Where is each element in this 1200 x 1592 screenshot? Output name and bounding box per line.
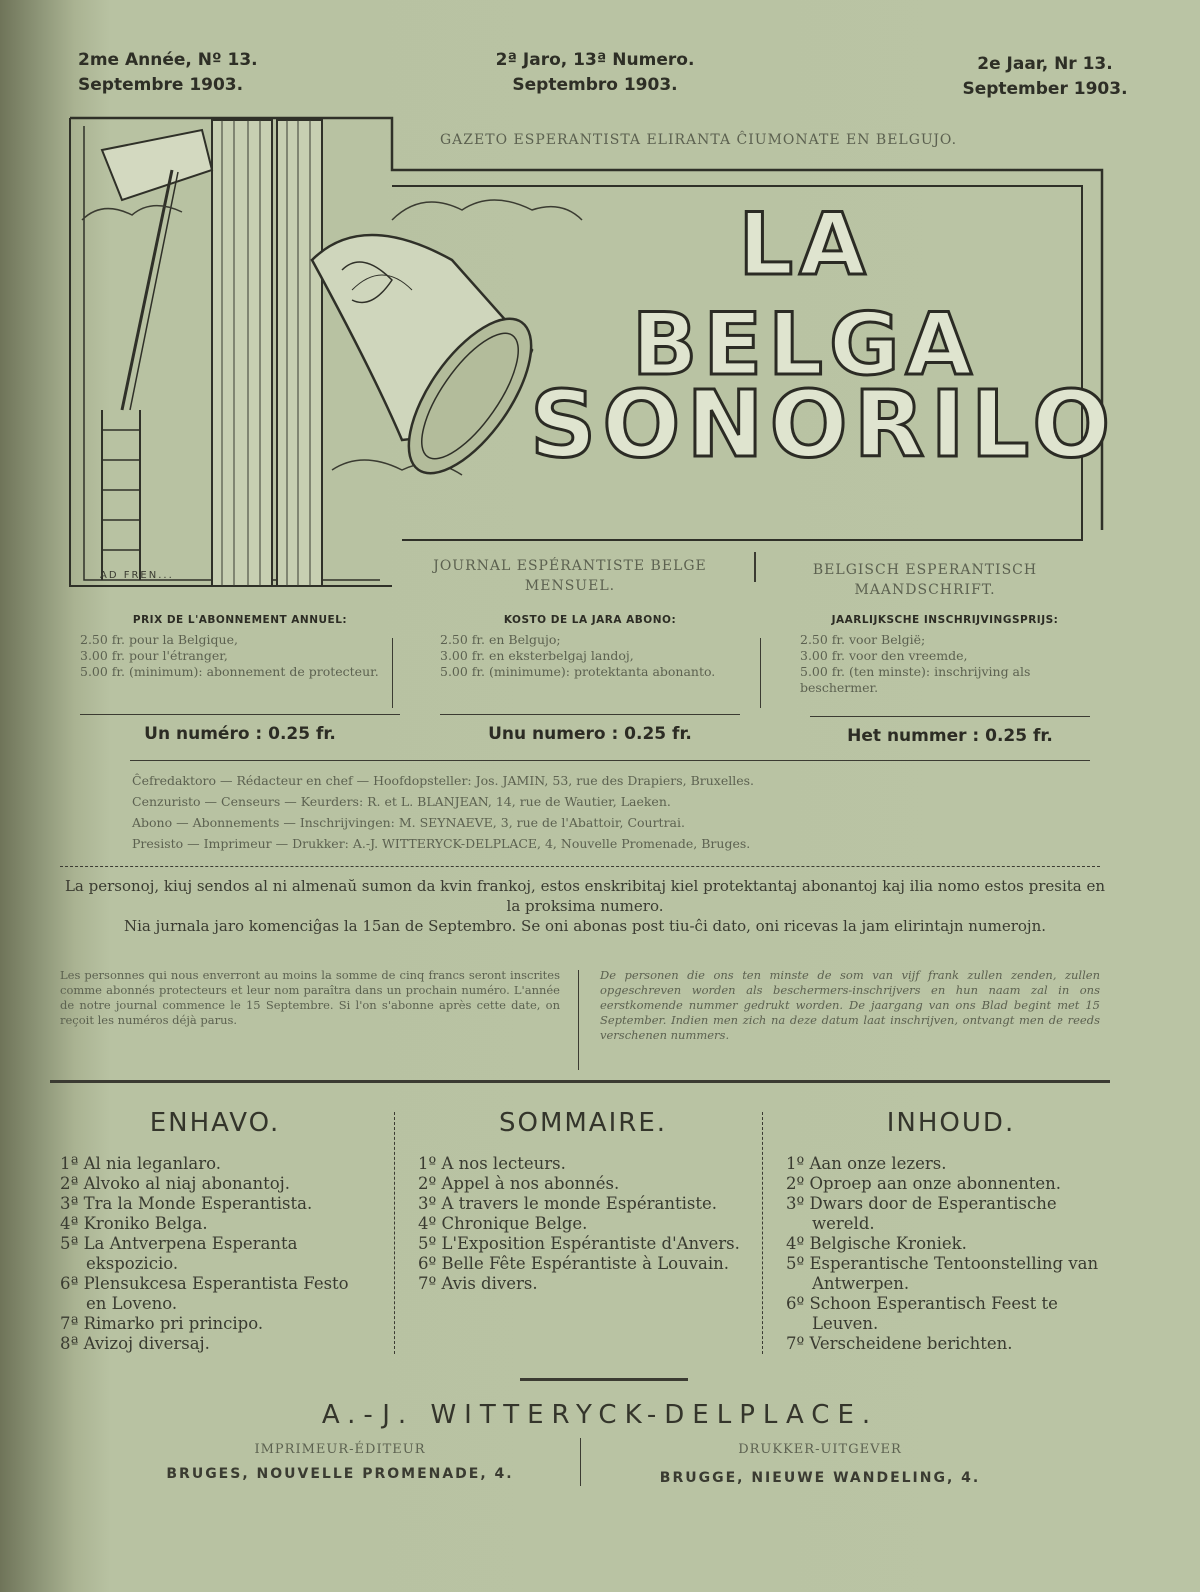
toc-divider-1 <box>394 1112 395 1354</box>
toc-eo-item: 8ª Avizoj diversaj. <box>60 1334 210 1353</box>
prices-fr-line: 5.00 fr. (minimum): abonnement de protecteur. <box>80 664 379 679</box>
notice-eo-2: Nia jurnala jaro komenciĝas la 15an de Septembro. Se oni abonas post tiu-ĉi dato, oni ricevas la jam elirintajn numerojn. <box>124 917 1046 935</box>
toc-nl-item: 2º Oproep aan onze abonnenten. <box>786 1174 1062 1193</box>
toc-fr-item: 4º Chronique Belge. <box>418 1214 588 1233</box>
header-left <box>78 48 278 98</box>
masthead-tagline: GAZETO ESPERANTISTA ELIRANTA ĈIUMONATE EN BELGUJO. <box>440 132 958 148</box>
masthead-title-line2: SONORILO <box>530 371 1117 478</box>
prices-nl <box>800 614 1090 696</box>
toc-divider-2 <box>762 1112 763 1354</box>
staff-line: Presisto — Imprimeur — Drukker: A.-J. WITTERYCK-DELPLACE, 4, Nouvelle Promenade, Bruges. <box>132 836 751 851</box>
toc-fr-item: 6º Belle Fête Espérantiste à Louvain. <box>418 1254 730 1273</box>
subtitle-nl-line2: MAANDSCHRIFT. <box>854 582 996 598</box>
printer-fr-role: IMPRIMEUR-ÉDITEUR <box>254 1442 426 1457</box>
prices-eo-line: 5.00 fr. (minimume): protektanta abonanto. <box>440 664 716 679</box>
artist-signature: AD FREN... <box>100 570 174 581</box>
price-rule <box>440 714 740 715</box>
header-left-date: Septembre 1903. <box>78 75 244 95</box>
staff-line: Abono — Abonnements — Inschrijvingen: M. SEYNAEVE, 3, rue de l'Abattoir, Courtrai. <box>132 815 685 830</box>
notice-eo-1: La personoj, kiuj sendos al ni almenaŭ sumon da kvin frankoj, estos enskribitaj kiel protektantaj abonantoj kaj ilia nomo estos presita en la proksima numero. <box>64 877 1106 915</box>
toc-eo-item: 1ª Al nia leganlaro. <box>60 1154 221 1173</box>
toc-fr-item: 1º A nos lecteurs. <box>418 1154 566 1173</box>
header-center-issue: 2ª Jaro, 13ª Numero. <box>495 50 695 70</box>
toc-nl-item: 5º Esperantische Tentoonstelling van Antwerpen. <box>786 1254 1099 1293</box>
subtitle-fr-line1: JOURNAL ESPÉRANTISTE BELGE <box>433 558 707 574</box>
toc-nl <box>786 1108 1116 1354</box>
toc-fr-heading: SOMMAIRE. <box>498 1108 668 1138</box>
header-right-issue: 2e Jaar, Nr 13. <box>977 54 1113 74</box>
header-center <box>440 48 750 98</box>
prices-fr-line: 2.50 fr. pour la Belgique, <box>80 632 238 647</box>
printer-fr-address: BRUGES, NOUVELLE PROMENADE, 4. <box>166 1466 514 1482</box>
notices-fr: Les personnes qui nous enverront au moins la somme de cinq francs seront inscrites comme abonnés protecteurs et leur nom paraîtra dans un prochain numéro. L'année de notre journal commence le 15 Septembre. Si l'on s'abonne après cette date, on reçoit les numéros déjà parus. <box>60 968 560 1027</box>
toc-eo-item: 6ª Plensukcesa Esperantista Festo en Loveno. <box>60 1274 349 1313</box>
header-right-date: September 1903. <box>962 79 1128 99</box>
header-right <box>920 52 1170 102</box>
prices-divider-2 <box>760 638 761 708</box>
toc-nl-item: 3º Dwars door de Esperantische wereld. <box>786 1194 1057 1233</box>
staff-bottom-rule <box>60 866 1100 867</box>
notices-divider <box>578 970 579 1070</box>
notices-nl: De personen die ons ten minste de som van vijf frank zullen zenden, zullen opgeschreven worden als beschermers-inschrijvers en hun naam zal in ons eerstkomende nummer gedrukt worden. De jaargang van ons Blad begint met 15 September. Indien men zich na deze datum laat inschrijven, ontvangt men de reeds verschenen nummers. <box>600 968 1100 1042</box>
masthead-title-line1: LA BELGA <box>631 195 979 395</box>
subtitle-fr-line2: MENSUEL. <box>524 578 616 594</box>
toc-eo <box>60 1108 370 1354</box>
staff-line: Ĉefredaktoro — Rédacteur en chef — Hoofdopsteller: Jos. JAMIN, 53, rue des Drapiers, Bruxelles. <box>132 773 755 788</box>
prices-fr-heading: PRIX DE L'ABONNEMENT ANNUEL: <box>132 614 348 626</box>
toc-nl-item: 4º Belgische Kroniek. <box>786 1234 967 1253</box>
toc-eo-item: 4ª Kroniko Belga. <box>60 1214 208 1233</box>
printer-nl-role: DRUKKER-UITGEVER <box>738 1442 902 1457</box>
toc-eo-item: 7ª Rimarko pri principo. <box>60 1314 264 1333</box>
toc-top-rule <box>50 1080 1110 1083</box>
subtitle-divider <box>754 552 756 582</box>
printer-name: A.-J. WITTERYCK-DELPLACE. <box>321 1400 879 1430</box>
subtitle-nl-line1: BELGISCH ESPERANTISCH <box>812 562 1038 578</box>
prices-nl-line: 2.50 fr. voor België; <box>800 632 926 647</box>
toc-eo-list <box>60 1154 370 1354</box>
toc-fr-item: 2º Appel à nos abonnés. <box>418 1174 620 1193</box>
single-price-fr: Un numéro : 0.25 fr. <box>144 724 336 744</box>
prices-eo <box>440 614 740 680</box>
notices-eo <box>60 876 1110 936</box>
prices-divider-1 <box>392 638 393 708</box>
toc-fr-list <box>418 1154 748 1294</box>
prices-eo-line: 3.00 fr. en eksterbelgaj landoj, <box>440 648 634 663</box>
toc-nl-item: 7º Verscheidene berichten. <box>786 1334 1013 1353</box>
toc-fr-item: 5º L'Exposition Espérantiste d'Anvers. <box>418 1234 740 1253</box>
toc-eo-item: 3ª Tra la Monde Esperantista. <box>60 1194 313 1213</box>
single-price-eo: Unu numero : 0.25 fr. <box>488 724 692 744</box>
header-left-issue: 2me Année, Nº 13. <box>78 50 258 70</box>
staff-top-rule <box>130 760 1090 761</box>
prices-fr <box>80 614 400 680</box>
toc-fr-item: 3º A travers le monde Espérantiste. <box>418 1194 717 1213</box>
prices-fr-lines <box>80 632 400 680</box>
toc-fr <box>418 1108 748 1294</box>
toc-eo-item: 5ª La Antverpena Esperanta ekspozicio. <box>60 1234 298 1273</box>
subtitle-fr <box>400 556 740 596</box>
toc-nl-item: 6º Schoon Esperantisch Feest te Leuven. <box>786 1294 1058 1333</box>
prices-eo-heading: KOSTO DE LA JARA ABONO: <box>503 614 677 626</box>
staff-line: Cenzuristo — Censeurs — Keurders: R. et L. BLANJEAN, 14, rue de Wautier, Laeken. <box>132 794 671 809</box>
single-price-nl: Het nummer : 0.25 fr. <box>847 726 1053 746</box>
header-center-date: Septembro 1903. <box>512 75 678 95</box>
printer-top-rule <box>520 1378 688 1381</box>
price-rule <box>80 714 400 715</box>
toc-nl-list <box>786 1154 1116 1354</box>
prices-nl-line: 3.00 fr. voor den vreemde, <box>800 648 968 663</box>
prices-fr-line: 3.00 fr. pour l'étranger, <box>80 648 228 663</box>
prices-nl-line: 5.00 fr. (ten minste): inschrijving als beschermer. <box>800 664 1031 695</box>
prices-nl-heading: JAARLIJKSCHE INSCHRIJVINGSPRIJS: <box>831 614 1059 626</box>
toc-eo-item: 2ª Alvoko al niaj abonantoj. <box>60 1174 291 1193</box>
toc-eo-heading: ENHAVO. <box>149 1108 281 1138</box>
toc-nl-heading: INHOUD. <box>886 1108 1016 1138</box>
prices-eo-lines <box>440 632 740 680</box>
printer-divider <box>580 1438 581 1486</box>
toc-fr-item: 7º Avis divers. <box>418 1274 538 1293</box>
printer-nl-address: BRUGGE, NIEUWE WANDELING, 4. <box>659 1470 981 1486</box>
toc-nl-item: 1º Aan onze lezers. <box>786 1154 947 1173</box>
prices-eo-line: 2.50 fr. en Belgujo; <box>440 632 561 647</box>
prices-nl-lines <box>800 632 1090 696</box>
price-rule <box>810 716 1090 717</box>
subtitle-nl <box>770 560 1080 600</box>
staff-list <box>132 770 1092 854</box>
